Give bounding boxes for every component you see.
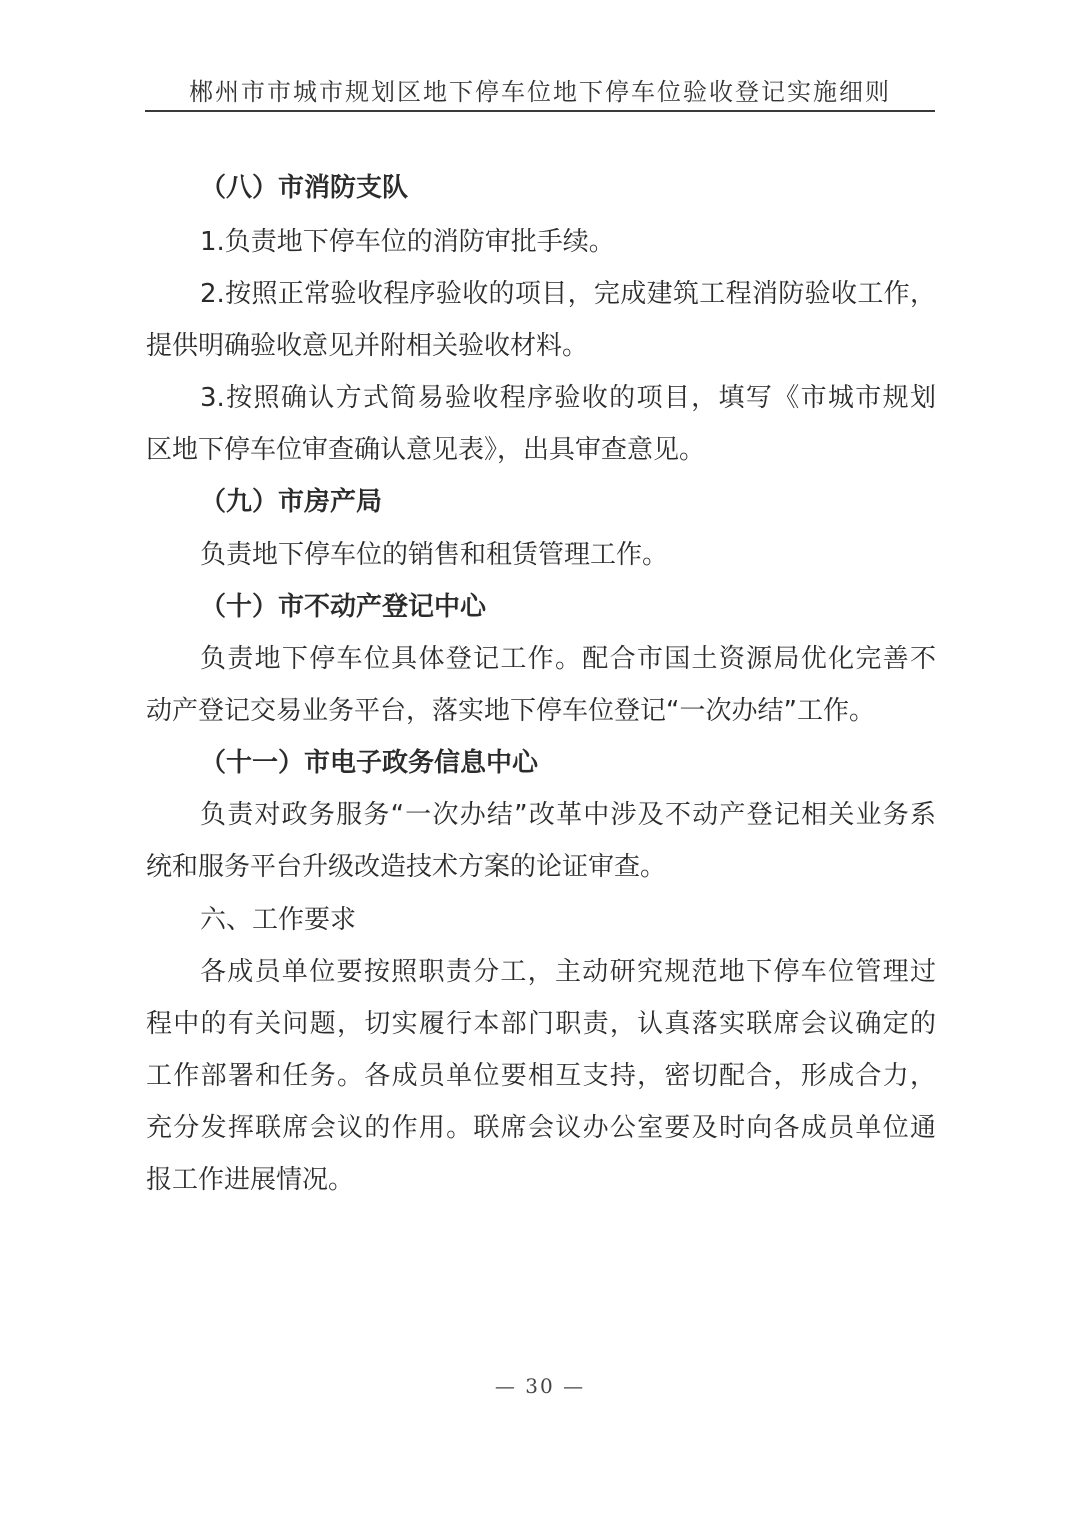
page-number: — 30 — [494,1374,586,1398]
paragraph-line: 程中的有关问题，切实履行本部门职责，认真落实联席会议确定的 [146,1009,936,1039]
paragraph-line: 负责地下停车位具体登记工作。配合市国土资源局优化完善不 [200,644,936,674]
section-heading-housing-bureau: （九）市房产局 [200,487,383,517]
section-heading-fire-brigade: （八）市消防支队 [200,173,409,203]
document-title: 郴州市市城市规划区地下停车位地下停车位验收登记实施细则 [189,78,891,106]
paragraph-line: 负责地下停车位的销售和租赁管理工作。 [200,540,669,570]
paragraph-line: 动产登记交易业务平台，落实地下停车位登记“一次办结”工作。 [146,696,875,726]
paragraph-line: 工作部署和任务。各成员单位要相互支持，密切配合，形成合力， [146,1061,936,1091]
section-heading-real-estate-center: （十）市不动产登记中心 [200,592,487,622]
paragraph-line: 充分发挥联席会议的作用。联席会议办公室要及时向各成员单位通 [146,1113,936,1143]
paragraph-line: 负责对政务服务“一次办结”改革中涉及不动产登记相关业务系 [200,800,936,830]
paragraph-line: 区地下停车位审查确认意见表》，出具审查意见。 [146,435,706,465]
paragraph-line: 统和服务平台升级改造技术方案的论证审查。 [146,852,667,882]
paragraph-line: 1.负责地下停车位的消防审批手续。 [200,227,615,257]
paragraph-line: 提供明确验收意见并附相关验收材料。 [146,331,589,361]
paragraph-line: 2.按照正常验收程序验收的项目，完成建筑工程消防验收工作， [200,279,936,309]
section-heading-egov-center: （十一）市电子政务信息中心 [200,748,539,778]
paragraph-line: 3.按照确认方式简易验收程序验收的项目，填写《市城市规划 [200,383,936,413]
paragraph-line: 报工作进展情况。 [146,1165,355,1195]
page-header [145,68,935,112]
paragraph-line: 各成员单位要按照职责分工，主动研究规范地下停车位管理过 [200,957,936,987]
section-heading-work-requirements: 六、工作要求 [200,905,357,935]
